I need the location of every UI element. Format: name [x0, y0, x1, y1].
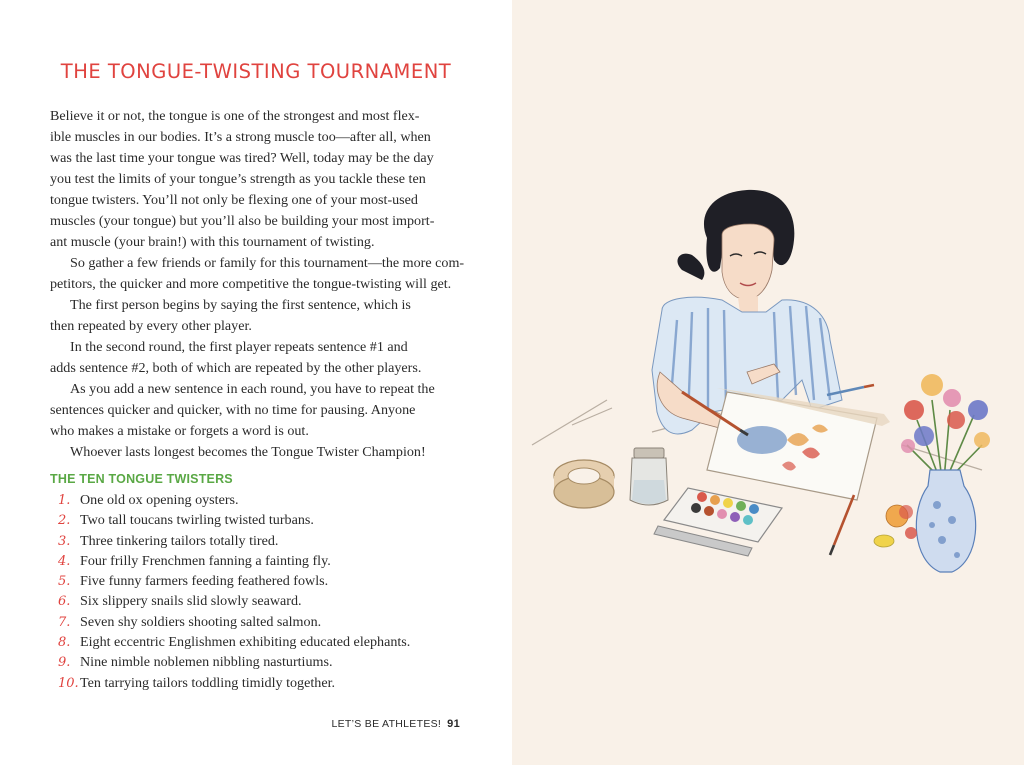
list-text: Eight eccentric Englishmen exhibiting educated elephants. — [80, 634, 411, 651]
text-line: ant muscle (your brain!) with this tournament of twisting. — [50, 234, 375, 250]
text-line: was the last time your tongue was tired? Well, today may be the day — [50, 150, 434, 166]
list-item — [58, 551, 478, 571]
text-line: Believe it or not, the tongue is one of the strongest and most flex- — [50, 108, 420, 124]
list-number: 1. — [58, 493, 71, 508]
text-line: you test the limits of your tongue’s strength as you tackle these ten — [50, 171, 426, 187]
text-line: As you add a new sentence in each round, you have to repeat the — [70, 381, 435, 397]
page-number: 91 — [447, 718, 460, 730]
list-number: 10. — [58, 675, 79, 691]
page-title: THE TONGUE-TWISTING TOURNAMENT — [60, 60, 452, 83]
twister-list — [58, 490, 478, 693]
paint-palette-icon — [654, 488, 782, 556]
list-item — [58, 652, 478, 672]
tape-roll-icon — [554, 460, 614, 508]
text-line: tongue twisters. You’ll not only be flexing one of your most-used — [50, 192, 418, 208]
list-item — [58, 612, 478, 632]
text-line: The first person begins by saying the first sentence, which is — [70, 297, 411, 313]
page-footer — [331, 718, 460, 730]
list-item — [58, 571, 478, 591]
text-line: In the second round, the first player repeats sentence #1 and — [70, 339, 408, 355]
list-text: Five funny farmers feeding feathered fowls. — [80, 573, 329, 590]
list-number: 8. — [58, 635, 71, 651]
list-item — [58, 531, 478, 551]
list-number: 6. — [58, 594, 71, 610]
section-heading: THE TEN TONGUE TWISTERS — [50, 472, 233, 486]
text-line: petitors, the quicker and more competitive the tongue-twisting will get. — [50, 276, 452, 292]
text-line: sentences quicker and quicker, with no time for pausing. Anyone — [50, 402, 416, 418]
footer-section-title: LET’S BE ATHLETES! — [331, 718, 442, 730]
list-text: Two tall toucans twirling twisted turbans. — [80, 512, 314, 529]
list-text: Six slippery snails slid slowly seaward. — [80, 593, 302, 610]
text-line: then repeated by every other player. — [50, 318, 252, 334]
list-number: 9. — [58, 655, 71, 671]
intro-text — [50, 106, 468, 463]
text-line: So gather a few friends or family for this tournament—the more com- — [70, 255, 465, 271]
list-number: 2. — [58, 513, 71, 529]
list-number: 4. — [58, 553, 71, 569]
list-number: 7. — [58, 614, 71, 630]
painting-paper-icon — [707, 388, 890, 500]
list-text: Three tinkering tailors totally tired. — [80, 532, 279, 549]
flower-vase-icon — [901, 374, 990, 572]
text-line: Whoever lasts longest becomes the Tongue Twister Champion! — [70, 444, 426, 460]
list-item — [58, 632, 478, 652]
fruit-icon — [874, 505, 917, 547]
list-text: Four frilly Frenchmen fanning a fainting fly. — [80, 552, 331, 569]
list-text: Seven shy soldiers shooting salted salmon. — [80, 613, 322, 630]
list-item — [58, 673, 478, 693]
girl-painting-illustration — [512, 0, 1024, 765]
list-item — [58, 490, 478, 510]
text-line: muscles (your tongue) but you’ll also be building your most import- — [50, 213, 435, 229]
list-text: One old ox opening oysters. — [80, 492, 239, 508]
text-line: who makes a mistake or forgets a word is out. — [50, 423, 309, 439]
text-line: adds sentence #2, both of which are repeated by the other players. — [50, 360, 422, 376]
water-jar-icon — [630, 448, 668, 505]
list-item — [58, 591, 478, 611]
paintbrush-icon — [830, 495, 854, 555]
list-number: 3. — [58, 533, 71, 549]
list-item — [58, 510, 478, 530]
list-text: Ten tarrying tailors toddling timidly together. — [80, 674, 336, 691]
text-line: ible muscles in our bodies. It’s a strong muscle too—after all, when — [50, 129, 431, 145]
list-number: 5. — [58, 574, 71, 590]
list-text: Nine nimble noblemen nibbling nasturtiums. — [80, 654, 333, 671]
